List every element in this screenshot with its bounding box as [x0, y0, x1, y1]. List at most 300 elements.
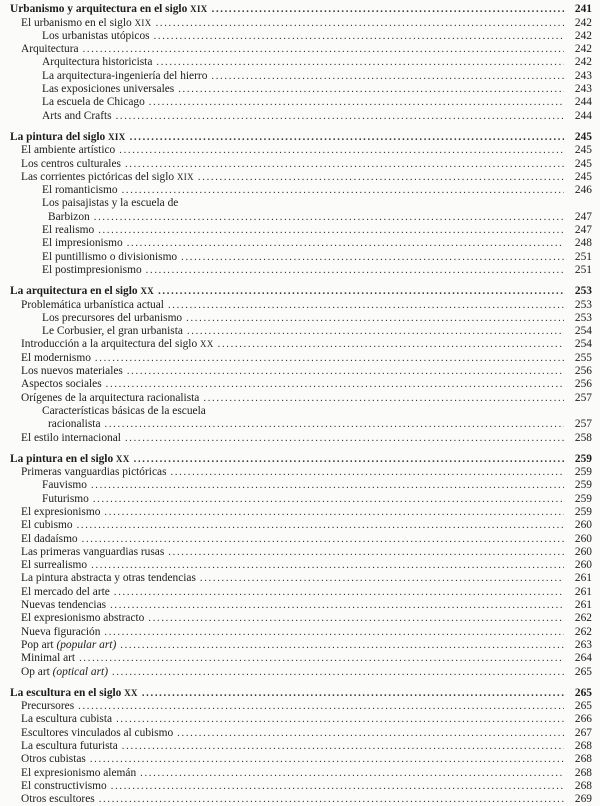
entry-text: Los nuevos materiales — [21, 365, 123, 378]
toc-entry-label — [42, 184, 118, 197]
toc-entry-label — [42, 493, 89, 506]
entry-text: El impresionismo — [42, 237, 123, 250]
toc-chapter-row — [10, 131, 592, 144]
toc-row — [10, 109, 592, 122]
toc-entry-label — [21, 43, 79, 56]
toc-row — [10, 378, 592, 391]
toc-entry-label — [21, 639, 116, 652]
leader-dots — [156, 56, 564, 69]
toc-page-number: 245 — [574, 144, 592, 157]
entry-text: El estilo internacional — [21, 431, 121, 444]
toc-row — [10, 506, 592, 519]
toc-entry-label — [42, 110, 112, 123]
toc-entry-label — [10, 3, 208, 16]
leader-dots — [198, 171, 564, 184]
entry-text: El constructivismo — [21, 779, 107, 792]
toc-page-number: 243 — [574, 69, 592, 82]
toc-page-number: 242 — [574, 43, 592, 56]
toc-entry-label — [21, 740, 118, 753]
toc-entry-label — [21, 432, 121, 445]
entry-text: La escultura futurista — [21, 740, 118, 753]
entry-text: El modernismo — [21, 351, 91, 364]
entry-text: Precursores — [21, 700, 75, 713]
leader-dots — [79, 652, 564, 665]
leader-dots — [105, 418, 565, 431]
toc-entry-label — [21, 713, 112, 726]
entry-text: Le Corbusier, el gran urbanista — [42, 325, 183, 338]
toc-page-number: 257 — [574, 418, 592, 431]
toc-entry-label — [48, 211, 90, 224]
leader-dots — [218, 338, 564, 351]
entry-text: Las primeras vanguardias rusas — [21, 545, 165, 558]
toc-row — [10, 431, 592, 444]
entry-text: El ambiente artístico — [21, 144, 116, 157]
leader-dots — [91, 559, 564, 572]
leader-dots — [134, 453, 564, 466]
toc-page-number: 265 — [574, 686, 592, 699]
toc-page-number: 260 — [574, 545, 592, 558]
entry-text: Las corrientes pictóricas del siglo — [21, 170, 177, 183]
toc-row — [10, 492, 592, 505]
leader-dots — [127, 237, 564, 250]
entry-text: El cubismo — [21, 519, 73, 532]
toc-entry-label — [42, 224, 94, 237]
smallcaps-numeral: XIX — [176, 171, 194, 182]
toc-page-number: 265 — [574, 665, 592, 678]
leader-dots — [177, 727, 564, 740]
entry-text: Otros cubistas — [21, 753, 86, 766]
toc-row — [10, 157, 592, 170]
entry-text: Arquitectura — [21, 43, 79, 56]
toc-page-number: 261 — [574, 585, 592, 598]
entry-text: Arquitectura historicista — [42, 56, 153, 69]
entry-text: Otros escultores — [21, 793, 95, 806]
toc-row — [10, 43, 592, 56]
leader-dots — [154, 30, 564, 43]
smallcaps-numeral: XIX — [134, 17, 152, 28]
leader-dots — [156, 17, 564, 30]
entry-text: Barbizon — [48, 210, 90, 223]
toc-page-number: 247 — [574, 210, 592, 223]
entry-text: La pintura en el siglo — [10, 452, 117, 465]
toc-entry-label — [21, 612, 144, 625]
toc-page-number: 263 — [574, 638, 592, 651]
entry-text: Minimal art — [21, 652, 76, 665]
leader-dots — [181, 251, 564, 264]
toc-row — [10, 519, 592, 532]
toc-row — [10, 612, 592, 625]
entry-text: El expresionismo abstracto — [21, 612, 145, 625]
leader-dots — [119, 144, 564, 157]
leader-dots — [120, 639, 564, 652]
toc-page-number: 253 — [574, 311, 592, 324]
leader-dots — [90, 753, 564, 766]
italic-text: (popular art) — [56, 638, 117, 651]
leader-dots — [125, 158, 564, 171]
entry-text: Op art — [21, 665, 53, 678]
toc-entry-label — [21, 572, 196, 585]
toc-row — [10, 16, 592, 29]
toc-page-number: 251 — [574, 263, 592, 276]
entry-text: Pop art — [21, 638, 57, 651]
toc-entry-label — [21, 17, 152, 30]
toc-entry-label — [21, 780, 107, 793]
toc-entry-label — [42, 405, 206, 418]
toc-entry-label — [42, 312, 182, 325]
leader-dots — [104, 626, 564, 639]
toc-row — [10, 83, 592, 96]
entry-text: Los urbanistas utópicos — [42, 29, 150, 42]
toc-entry-label — [42, 83, 174, 96]
toc-row — [10, 753, 592, 766]
entry-text: Características básicas de la escuela — [42, 404, 206, 417]
entry-text: El expresionismo alemán — [21, 766, 137, 779]
toc-page-number: 261 — [574, 599, 592, 612]
toc-row — [10, 96, 592, 109]
toc-row — [10, 700, 592, 713]
toc-row — [10, 210, 592, 223]
entry-text: Futurismo — [42, 492, 89, 505]
toc-entry-label — [21, 519, 73, 532]
toc-entry-label — [21, 171, 194, 184]
toc-page-number: 262 — [574, 612, 592, 625]
toc-entry-label — [21, 533, 78, 546]
toc-row — [10, 766, 592, 779]
toc-row — [10, 559, 592, 572]
toc-entry-label — [21, 466, 167, 479]
toc-entry-label — [10, 285, 154, 298]
toc-page-number: 251 — [574, 250, 592, 263]
leader-dots — [83, 43, 564, 56]
toc-page-number: 259 — [574, 466, 592, 479]
toc-row — [10, 237, 592, 250]
toc-page-number: 244 — [574, 96, 592, 109]
toc-row — [10, 298, 592, 311]
leader-dots — [93, 493, 564, 506]
toc-chapter-row — [10, 3, 592, 16]
toc-entry-label — [42, 96, 145, 109]
toc-page-number: 261 — [574, 572, 592, 585]
entry-text: La arquitectura en el siglo — [10, 285, 141, 298]
leader-dots — [98, 224, 564, 237]
leader-dots — [212, 3, 564, 16]
toc-entry-label — [42, 325, 183, 338]
toc-page-number: 255 — [574, 351, 592, 364]
leader-dots — [148, 612, 564, 625]
toc-page-number: 262 — [574, 625, 592, 638]
smallcaps-numeral: XIX — [190, 4, 208, 15]
leader-dots — [187, 325, 564, 338]
leader-dots — [149, 96, 564, 109]
leader-dots — [125, 432, 564, 445]
leader-dots — [114, 586, 564, 599]
leader-dots — [127, 365, 564, 378]
leader-dots — [158, 285, 564, 298]
toc-entry-label — [21, 144, 115, 157]
toc-page-number: 265 — [574, 700, 592, 713]
toc-row — [10, 599, 592, 612]
leader-dots — [116, 110, 564, 123]
toc-page-number: 256 — [574, 365, 592, 378]
entry-text: El urbanismo en el siglo — [21, 16, 135, 29]
leader-dots — [78, 700, 564, 713]
smallcaps-numeral: XIX — [108, 131, 126, 142]
toc-entry-label — [42, 251, 177, 264]
leader-dots — [110, 599, 564, 612]
entry-text: Orígenes de la arquitectura racionalista — [21, 391, 200, 404]
toc-row — [10, 338, 592, 351]
leader-dots — [203, 392, 564, 405]
leader-dots — [104, 506, 564, 519]
toc-page-number: 243 — [574, 83, 592, 96]
toc-entry-label — [10, 687, 138, 700]
leader-dots — [142, 687, 564, 700]
entry-text: Los precursores del urbanismo — [42, 311, 183, 324]
toc-row — [10, 69, 592, 82]
toc-entry-label — [21, 599, 106, 612]
leader-dots — [77, 519, 564, 532]
toc-page-number: 244 — [574, 109, 592, 122]
toc-page-number: 253 — [574, 298, 592, 311]
smallcaps-numeral: XX — [124, 687, 138, 698]
leader-dots — [95, 352, 564, 365]
toc-page-number: 260 — [574, 559, 592, 572]
toc-row — [10, 365, 592, 378]
entry-text: El realismo — [42, 224, 95, 237]
toc-row — [10, 391, 592, 404]
toc-page-number: 268 — [574, 779, 592, 792]
toc-page-number: 259 — [574, 505, 592, 518]
toc-page-number: 268 — [574, 740, 592, 753]
toc-section — [10, 687, 592, 806]
toc-entry-label — [21, 586, 110, 599]
leader-dots — [122, 740, 564, 753]
leader-dots — [171, 466, 565, 479]
smallcaps-numeral: XX — [200, 339, 214, 350]
entry-text: El expresionismo — [21, 505, 101, 518]
toc-row — [10, 250, 592, 263]
entry-text: Las exposiciones universales — [42, 83, 175, 96]
leader-dots — [112, 666, 564, 679]
toc-entry-label — [21, 506, 100, 519]
toc-entry-label — [42, 264, 142, 277]
leader-dots — [122, 184, 564, 197]
entry-text: El dadaísmo — [21, 532, 78, 545]
entry-text: La escultura cubista — [21, 713, 113, 726]
toc-page-number: 268 — [574, 753, 592, 766]
leader-dots — [116, 713, 564, 726]
entry-text: El puntillismo o divisionismo — [42, 250, 178, 263]
toc-entry-label — [21, 352, 91, 365]
toc-row — [10, 479, 592, 492]
toc-page-number: 242 — [574, 56, 592, 69]
italic-text: (optical art) — [52, 665, 109, 678]
leader-dots — [111, 780, 564, 793]
entry-text: Arts and Crafts — [42, 109, 112, 122]
entry-text: Introducción a la arquitectura del siglo — [21, 338, 201, 351]
leader-dots — [186, 312, 564, 325]
toc-entry-label — [21, 338, 214, 351]
leader-dots — [211, 70, 564, 83]
toc-entry-label — [21, 559, 87, 572]
toc-entry-label — [48, 418, 101, 431]
entry-text: Los centros culturales — [21, 157, 121, 170]
entry-text: Problemática urbanística actual — [21, 298, 164, 311]
toc-entry-label — [42, 30, 150, 43]
entry-text: El postimpresionismo — [42, 263, 142, 276]
entry-text: Nueva figuración — [21, 625, 101, 638]
toc-row — [10, 793, 592, 806]
toc-row — [10, 171, 592, 184]
toc-page-number: 248 — [574, 237, 592, 250]
table-of-contents — [10, 3, 592, 806]
toc-row — [10, 144, 592, 157]
toc-section — [10, 131, 592, 277]
toc-section — [10, 285, 592, 445]
entry-text: racionalista — [48, 418, 101, 431]
entry-text: La pintura abstracta y otras tendencias — [21, 572, 196, 585]
toc-page-number: 260 — [574, 532, 592, 545]
leader-dots — [99, 793, 564, 806]
toc-page-number: 260 — [574, 519, 592, 532]
toc-row — [10, 740, 592, 753]
leader-dots — [140, 767, 564, 780]
toc-row — [10, 625, 592, 638]
toc-row — [10, 418, 592, 431]
toc-page-number: 246 — [574, 184, 592, 197]
entry-text: Escultores vinculados al cubismo — [21, 726, 174, 739]
toc-row — [10, 532, 592, 545]
toc-row — [10, 652, 592, 665]
toc-page-number: 245 — [574, 157, 592, 170]
toc-entry-label — [21, 666, 108, 679]
toc-row — [10, 312, 592, 325]
entry-text: Aspectos sociales — [21, 378, 102, 391]
leader-dots — [168, 299, 564, 312]
toc-entry-label — [21, 753, 86, 766]
toc-entry-label — [21, 392, 199, 405]
toc-page-number: 268 — [574, 766, 592, 779]
toc-entry-label — [21, 546, 164, 559]
entry-text: Urbanismo y arquitectura en el siglo — [10, 3, 191, 16]
toc-page-number: 264 — [574, 652, 592, 665]
toc-entry-label — [21, 158, 121, 171]
toc-page-number: 259 — [574, 452, 592, 465]
leader-dots — [82, 533, 564, 546]
toc-entry-label — [42, 479, 87, 492]
toc-row — [10, 351, 592, 364]
toc-page-number: 245 — [574, 130, 592, 143]
toc-row — [10, 585, 592, 598]
leader-dots — [178, 83, 564, 96]
toc-page-number: 267 — [574, 726, 592, 739]
toc-entry-label — [10, 453, 130, 466]
entry-text: Primeras vanguardias pictóricas — [21, 466, 167, 479]
toc-entry-label — [21, 299, 164, 312]
toc-entry-label — [42, 70, 207, 83]
toc-entry-label — [42, 197, 178, 210]
entry-text: El romanticismo — [42, 184, 118, 197]
toc-chapter-row — [10, 453, 592, 466]
smallcaps-numeral: XX — [116, 453, 130, 464]
toc-row — [10, 726, 592, 739]
toc-row — [10, 713, 592, 726]
toc-page-number: 242 — [574, 16, 592, 29]
toc-page-number: 258 — [574, 431, 592, 444]
toc-page-number: 269 — [574, 793, 592, 806]
entry-text: Fauvismo — [42, 479, 87, 492]
toc-page-number: 242 — [574, 29, 592, 42]
toc-row — [10, 466, 592, 479]
toc-section — [10, 3, 592, 123]
toc-row — [10, 184, 592, 197]
toc-row — [10, 197, 592, 210]
toc-row — [10, 572, 592, 585]
leader-dots — [130, 131, 564, 144]
toc-page-number: 266 — [574, 713, 592, 726]
toc-entry-label — [21, 700, 74, 713]
toc-row — [10, 30, 592, 43]
leader-dots — [106, 378, 564, 391]
toc-page-number: 254 — [574, 325, 592, 338]
toc-entry-label — [42, 56, 152, 69]
toc-entry-label — [21, 793, 95, 806]
toc-entry-label — [21, 727, 173, 740]
toc-page-number: 253 — [574, 285, 592, 298]
toc-page-number: 245 — [574, 170, 592, 183]
toc-page-number: 257 — [574, 391, 592, 404]
toc-chapter-row — [10, 687, 592, 700]
toc-row — [10, 325, 592, 338]
toc-row — [10, 546, 592, 559]
toc-entry-label — [21, 767, 136, 780]
leader-dots — [146, 264, 564, 277]
entry-text: La escultura en el siglo — [10, 686, 125, 699]
entry-text: La escuela de Chicago — [42, 96, 145, 109]
entry-text: La arquitectura-ingeniería del hierro — [42, 69, 208, 82]
toc-entry-label — [21, 652, 75, 665]
toc-section — [10, 453, 592, 679]
toc-row — [10, 56, 592, 69]
toc-entry-label — [21, 378, 102, 391]
toc-entry-label — [21, 365, 123, 378]
entry-text: El surrealismo — [21, 559, 88, 572]
entry-text: La pintura del siglo — [10, 130, 109, 143]
toc-chapter-row — [10, 285, 592, 298]
smallcaps-numeral: XX — [140, 286, 155, 297]
toc-page-number: 259 — [574, 492, 592, 505]
toc-row — [10, 780, 592, 793]
leader-dots — [94, 211, 564, 224]
leader-dots — [168, 546, 564, 559]
toc-row — [10, 405, 592, 418]
entry-text: El mercado del arte — [21, 585, 110, 598]
toc-page-number: 256 — [574, 378, 592, 391]
toc-row — [10, 224, 592, 237]
toc-page-number: 254 — [574, 338, 592, 351]
toc-entry-label — [21, 626, 100, 639]
toc-page-number: 247 — [574, 224, 592, 237]
entry-text: Nuevas tendencias — [21, 599, 107, 612]
leader-dots — [200, 572, 564, 585]
toc-page-number: 241 — [574, 3, 592, 16]
toc-row — [10, 264, 592, 277]
toc-entry-label — [42, 237, 123, 250]
entry-text: Los paisajistas y la escuela de — [42, 197, 179, 210]
toc-page-number: 259 — [574, 479, 592, 492]
toc-entry-label — [10, 131, 126, 144]
leader-dots — [91, 479, 564, 492]
